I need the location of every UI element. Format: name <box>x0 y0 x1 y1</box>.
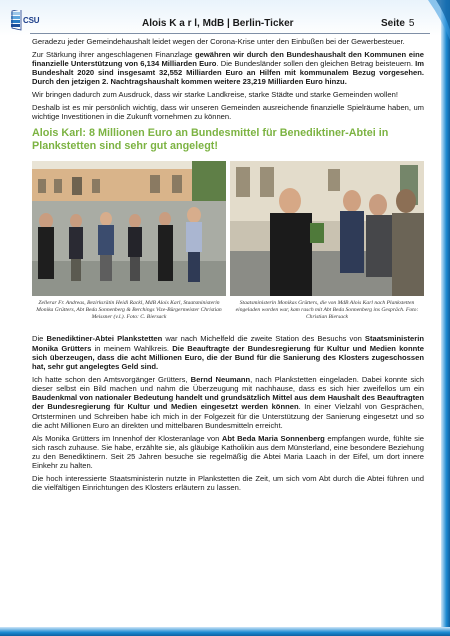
intro-paragraph-3: Wir bringen dadurch zum Ausdruck, dass wir starke Landkreise, starke Städte und starke Gemeinden wollen! <box>32 90 398 100</box>
body-p2-bold-b: Bernd Neumann <box>190 374 251 384</box>
body-p3-bold-b: Abt Beda Maria Sonnenberg <box>221 433 325 443</box>
body-p1-text-e: in meinem Wahlkreis. <box>91 343 173 353</box>
body-paragraph-1 <box>32 334 424 371</box>
body-p1-bold-f: Die Beauftragte der Bundesregierung für Kultur und Medien konnte sich überzeugen, dass die acht Millionen Euro, die der Bund für die Sanierung des Klosters zugeschossen hat, sehr gut angelegtes Geld sind. <box>32 343 424 372</box>
body-p2-text-e: . In einer Vielzahl von Gesprächen, Ortsterminen und Schreiben habe ich mich in der Folgezeit für die Unterstützung der Sanierung eingesetzt und so die acht Millionen Euro an direkten und mittelbaren Bundesmitteln erreicht. <box>32 402 424 430</box>
body-paragraph-3 <box>32 434 424 471</box>
bottom-page-border <box>0 627 450 636</box>
conversation-photo-image <box>230 161 424 296</box>
intro-paragraph-4: Deshalb ist es mir persönlich wichtig, dass wir unseren Gemeinden ausreichende finanzielle Spielräume haben, um wichtige Investitionen in die Zukunft vornehmen zu können. <box>32 103 424 122</box>
group-photo-image <box>32 161 226 296</box>
body-p2-text-a: Ich hatte schon den Amtsvorgänger Grütters, <box>32 374 191 384</box>
section-headline: Alois Karl: 8 Millionen Euro an Bundesmittel für Benediktiner-Abtei in Plankstetten sind sehr gut angelegt! <box>32 127 389 153</box>
page-indicator <box>381 18 414 29</box>
intro-paragraph-2 <box>32 50 424 87</box>
body-p2-text-c: , nach Plankstetten eingeladen. Dabei konnte sich dieser selbst ein Bild machen und nahm die Überzeugung mit nachhause, dass es sich hier zweifellos um ein <box>32 374 424 394</box>
logo-text: CSU <box>23 16 40 25</box>
article-content <box>32 37 424 496</box>
intro-p2-text-c: . Die Bundesländer sollen den gleichen Betrag beisteuern. <box>216 59 416 68</box>
conversation-photo <box>230 161 424 296</box>
body-p1-text-c: war nach Michelfeld die zweite Station des Besuchs von <box>162 334 365 344</box>
page-number: 5 <box>408 18 415 29</box>
body-p2-bold-d: Baudenkmal von nationaler Bedeutung handelt und grundsätzlich Mittel aus dem Haushalt des Beauftragten der Bundesregierung für Kultur und Medien eingesetzt werden können <box>32 393 424 412</box>
header-divider <box>30 33 430 34</box>
intro-p2-bold-b: gewähren wir durch den Bundeshaushalt den Kommunen eine finanzielle Unterstützung von 6,134 Milliarden Euro <box>32 49 424 68</box>
body-p3-text-c: empfangen wurde, fühlte sie sich rasch zuhause. Sie habe, erzählte sie, als gläubige Katholikin aus dem Münsterland, eine besondere Beziehung zu den Benediktinern. Seit 25 Jahren besuche sie regelmäßig die Abtei Maria Laach in der Eifel, um dort innere Einkehr zu halten. <box>32 433 425 471</box>
body-p1-text-a: Die <box>32 334 47 344</box>
page-label: Seite <box>381 18 405 29</box>
intro-p2-text-a: Zur Stärkung ihrer angeschlagenen Finanzlage <box>32 49 196 59</box>
corner-swoosh-icon <box>420 0 450 40</box>
intro-p2-bold-d: Im Bundeshalt 2020 sind insgesamt 32,552 Milliarden Euro an Hilfen mit kommunalem Bezug vorgesehen. Durch den jetzigen 2. Nachtragshaushalt kommen weitere 23,219 Milliarden Euro hinzu. <box>32 59 424 87</box>
photo-captions <box>32 300 424 330</box>
right-page-border <box>441 0 450 636</box>
caption-left: Zellerar Fr. Andreas, Bezirksrätin Heidi Rackl, MdB Alois Karl, Staatsministerin Monika Grütters, Abt Beda Sonnenberg & Berchings Vize-Bürgermeister Christian Meissner (v.l.). Foto: C. Biersack <box>36 300 222 320</box>
photo-row <box>32 161 424 296</box>
body-p1-bold-b: Benediktiner-Abtei Plankstetten <box>46 334 163 344</box>
body-paragraph-2 <box>32 375 424 430</box>
group-photo <box>32 161 226 296</box>
body-p3-text-a: Als Monika Grütters im Innenhof der Klosteranlage von <box>32 433 222 443</box>
body-paragraph-4: Die hoch interessierte Staatsministerin nutzte in Plankstetten die Zeit, um sich vom Abt durch die Abtei führen und die vielfältigen Einrichtungen des Klosters erläutern zu lassen. <box>32 474 424 493</box>
body-p1-bold-d: Staatsministerin Monika Grütters <box>32 334 424 353</box>
header-title: Alois K a r l, MdB | Berlin-Ticker <box>142 18 294 29</box>
caption-right: Staatsministerin Monikas Grütters, die von MdB Alois Karl nach Plankstetten eingeladen worden war, kam rasch mit Abt Beda Sonnenberg ins Gespräch. Foto: Christian Biersack <box>235 300 419 320</box>
intro-paragraph-1: Geradezu jeder Gemeindehaushalt leidet wegen der Corona-Krise unter den Einbußen bei der Gewerbesteuer. <box>32 37 405 46</box>
page-header <box>0 0 450 36</box>
